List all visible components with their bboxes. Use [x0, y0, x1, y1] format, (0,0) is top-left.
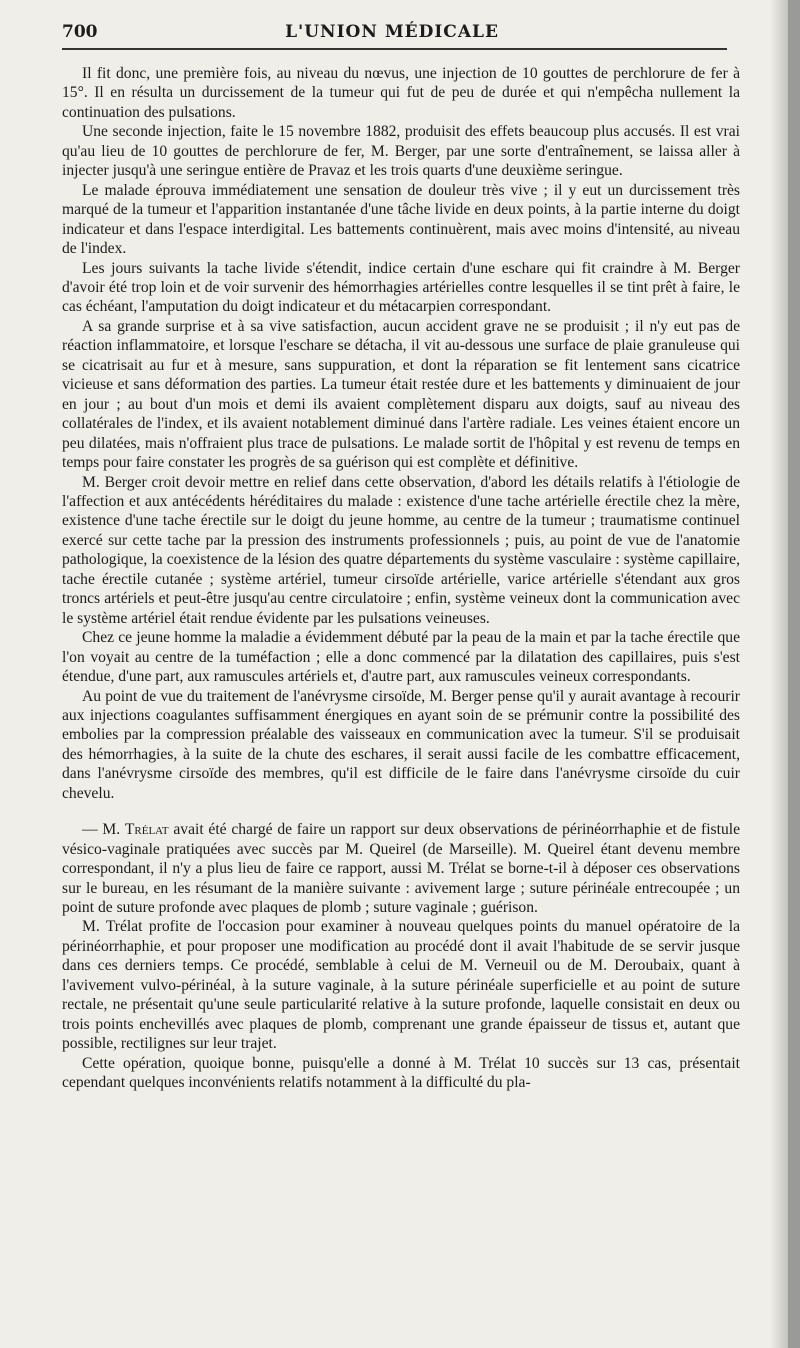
trelat-name: Trélat — [124, 821, 169, 839]
page-header — [62, 22, 722, 48]
body-text — [62, 64, 740, 1093]
trelat-paragraph — [62, 820, 740, 917]
running-title: L'UNION MÉDICALE — [285, 22, 499, 42]
paragraph: Le malade éprouva immédiatement une sensation de douleur très vive ; il y eut un durcissement très marqué de la tumeur et l'apparition instantanée d'une tâche livide en deux points, à la partie interne du doigt indicateur et dans l'espace interdigital. Les battements continuèrent, mais avec moins d'intensité, au niveau de l'index. — [62, 181, 740, 258]
paragraph: A sa grande surprise et à sa vive satisfaction, aucun accident grave ne se produisit ; il n'y eut pas de réaction inflammatoire, et lorsque l'eschare se détacha, il vit au-dessous une surface de plaie granuleuse qui se cicatrisait au fur et à mesure, sans suppuration, et dont la réparation se fit lentement sans cicatrice vicieuse et sans déformation des parties. La tumeur était restée dure et les battements y diminuaient de jour en jour ; au bout d'un mois et demi ils avaient complètement disparu aux doigts, sauf au niveau des collatérales de l'index, et ils avaient notablement diminué dans l'artère radiale. Les veines étaient encore un peu dilatées, mais n'offraient plus trace de pulsations. Le malade sortit de l'hôpital y est revenu de temps en temps pour faire constater les progrès de sa guérison qui est complète et définitive. — [62, 317, 740, 472]
page-number: 700 — [62, 22, 98, 42]
header-rule — [62, 48, 727, 50]
trelat-lead: — M. — [82, 821, 125, 839]
paragraph: Une seconde injection, faite le 15 novembre 1882, produisit des effets beaucoup plus accusés. Il est vrai qu'au lieu de 10 gouttes de perchlorure de fer, M. Berger, par une sorte d'entraînement, se laissa aller à injecter jusqu'à une seringue entière de Pravaz et les trois quarts d'une deuxième seringue. — [62, 123, 740, 180]
paragraph: Chez ce jeune homme la maladie a évidemment débuté par la peau de la main et par la tache érectile que l'on voyait au centre de la tuméfaction ; elle a donc commencé par la dilatation des capillaires, puis s'est étendue, d'une part, aux ramuscules artériels et, d'autre part, aux ramuscules veineux correspondants. — [62, 629, 740, 686]
paragraph: Au point de vue du traitement de l'anévrysme cirsoïde, M. Berger pense qu'il y aurait avantage à recourir aux injections coagulantes suffisamment énergiques en ayant soin de se prémunir contre la possibilité des embolies par la compression préalable des vaisseaux en communication avec la tumeur. S'il se produisait des hémorrhagies, à la suite de la chute des eschares, il serait aussi facile de les combattre efficacement, dans l'anévrysme cirsoïde des membres, qu'il est difficile de le faire dans l'anévrysme cirsoïde du cuir chevelu. — [62, 687, 740, 802]
paragraph: Les jours suivants la tache livide s'étendit, indice certain d'une eschare qui fit craindre à M. Berger d'avoir été trop loin et de voir survenir des hémorrhagies artérielles contre lesquelles il se tint prêt à faire, le cas échéant, l'amputation du doigt indicateur et du métacarpien correspondant. — [62, 259, 740, 316]
paragraph: M. Berger croit devoir mettre en relief dans cette observation, d'abord les détails relatifs à l'étiologie de l'affection et aux antécédents héréditaires du malade : existence d'une tache artérielle érectile chez la mère, existence d'une tache érectile sur le doigt du jeune homme, au centre de la tumeur ; traumatisme continuel exercé sur cette tache par la pression des instruments professionnels ; puis, au point de vue de l'anatomie pathologique, la coexistence de la lésion des quatre départements du système vasculaire : système capillaire, tache érectile cutanée ; système artériel, tumeur cirsoïde artérielle, varice artérielle s'étendant aux gros troncs artériels et peut-être jusqu'au centre circulatoire ; enfin, système veineux dont la communication avec le système artériel était rendue évidente par les pulsations veineuses. — [62, 473, 740, 627]
paragraph: M. Trélat profite de l'occasion pour examiner à nouveau quelques points du manuel opératoire de la périnéorrhaphie, et pour proposer une modification au procédé dont il avait l'habitude de se servir jusque dans ces derniers temps. Ce procédé, semblable à celui de M. Verneuil ou de M. Deroubaix, quant à l'avivement vulvo-périnéal, à la suture vaginale, à la suture périnéale superficielle et au point de suture rectale, ne présentait qu'une seule particularité relative à la suture profonde, laquelle consistait en deux ou trois points enchevillés avec plaques de plomb, comprenant une grande épaisseur de tissus et, autant que possible, rectilignes sur leur trajet. — [62, 918, 740, 1053]
trelat-rest: avait été chargé de faire un rapport sur deux observations de périnéorrhaphie et de fistule vésico-vaginale pratiquées avec succès par M. Queirel (de Marseille). M. Queirel étant devenu membre correspondant, il n'y a plus lieu de faire ce rapport, aussi M. Trélat se borne-t-il à déposer ces observations sur le bureau, en les résumant de la manière suivante : avivement large ; suture périnéale entrecoupée ; un point de suture profonde avec plaques de plomb ; suture vaginale ; guérison. — [62, 821, 741, 917]
paragraph: Cette opération, quoique bonne, puisqu'elle a donné à M. Trélat 10 succès sur 13 cas, présentait cependant quelques inconvénients relatifs notamment à la difficulté du pla- — [62, 1054, 740, 1092]
paragraph: Il fit donc, une première fois, au niveau du nœvus, une injection de 10 gouttes de perchlorure de fer à 15°. Il en résulta un durcissement de la tumeur qui fut de peu de durée et qui n'empêcha nullement la continuation des pulsations. — [62, 65, 740, 121]
